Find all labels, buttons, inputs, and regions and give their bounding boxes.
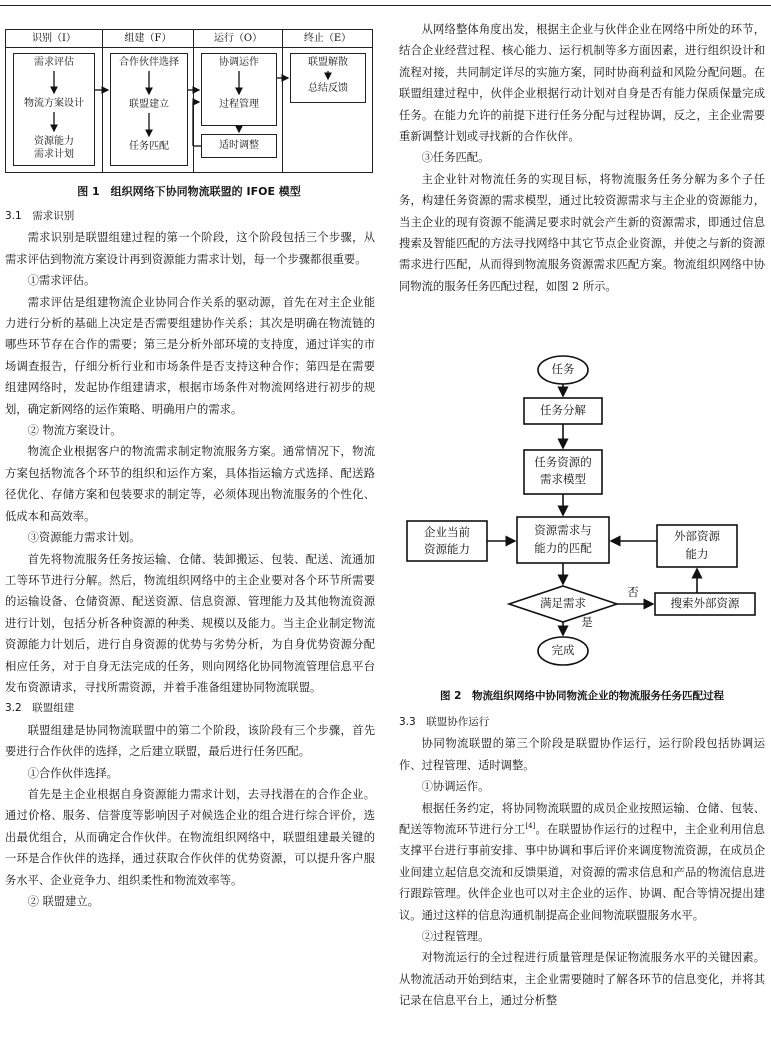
list-item: ③资源能力需求计划。	[27, 531, 141, 545]
citation: [4]	[525, 822, 536, 831]
figure-1-caption: 图 1 组织网络下协同物流联盟的 IFOE 模型	[77, 185, 301, 198]
paragraph: 首先是主企业根据自身资源能力需求计划，去寻找潜在的合作企业。通过价格、服务、信誉度等影响因子对候选企业的组合进行综合评价，选出最优组合，从而确定合作伙伴。在物流组织网络中，联盟组建最关键的一环是合作伙伴的选择，通过获取合作伙伴的优势资源，可以提升客户服务水平、企业竞争力、组织柔性和物流效率等。	[5, 787, 375, 887]
external-resource-line2: 能力	[685, 547, 709, 561]
list-item: ② 物流方案设计。	[27, 424, 122, 438]
list-item: ①需求评估。	[27, 274, 96, 288]
paragraph: 主企业针对物流任务的实现目标，将物流服务任务分解为多个子任务，构建任务资源的需求模型，通过比较资源需求与主企业的资源能力，当主企业的现有资源不能满足要求时就会产生新的资源需求，即通过信息搜索及智能匹配的方法寻找网络中其它节点企业资源，并使之与新的资源需求进行匹配，从而得到物流服务资源需求匹配方案。物流组织网络中协同物流的服务任务匹配过程，如图 2 所示。	[399, 172, 765, 293]
step-demand-assessment: 需求评估	[34, 57, 74, 68]
step-demand-plan: 需求计划	[34, 149, 74, 160]
column-header: 终止（E）	[283, 30, 372, 48]
figure-1-ifoe-model	[5, 29, 373, 173]
step-coordination: 协调运作	[219, 57, 259, 68]
section-3-3-heading: 3.3 联盟协作运行	[399, 716, 490, 728]
step-partner-selection: 合作伙伴选择	[119, 57, 179, 68]
figure-2-caption: 图 2 物流组织网络中协同物流企业的物流服务任务匹配过程	[440, 690, 724, 702]
step-process-management: 过程管理	[219, 99, 259, 110]
list-item: ② 联盟建立。	[27, 895, 99, 908]
match-node-line2: 能力的匹配	[534, 541, 592, 555]
paragraph: 对物流运行的全过程进行质量管理是保证物流服务水平的关键因素。从物流活动开始到结束，主企业需要随时了解各环节的信息变化，并将其记录在信息平台上，通过分析整	[399, 951, 765, 1008]
step-alliance-build: 联盟建立	[129, 99, 169, 110]
column-header: 识别（I）	[6, 30, 102, 48]
paragraph-part: 根据任务约定，将协同物流联盟的成员企业按照运输、仓储、包装、配送等物流环节进行分工	[399, 801, 765, 837]
match-node-line1: 资源需求与	[534, 523, 592, 537]
start-node: 任务	[551, 362, 575, 376]
search-node: 搜索外部资源	[670, 596, 740, 610]
end-node: 完成	[551, 643, 575, 657]
paragraph: 从网络整体角度出发，根据主企业与伙伴企业在网络中所处的环节，结合企业经营过程、核心能力、运行机制等多方面因素，进行组织设计和流程对接，共同制定详尽的实施方案，同时协商利益和风险分配问题。在联盟组建过程中，伙伴企业根据行动计划对自身是否有能力保质保量完成任务。在能力允许的前提下进行任务分配与过程协调，反之，主企业需要重新调整计划或寻找新的合作伙伴。	[399, 23, 765, 144]
paragraph: 联盟组建是协同物流联盟中的第二个阶段，该阶段有三个步骤，首先要进行合作伙伴的选择，之后建立联盟，最后进行任务匹配。	[5, 723, 375, 759]
own-resource-line2: 资源能力	[424, 542, 470, 556]
no-label: 否	[627, 585, 639, 599]
step-task-match: 任务匹配	[129, 141, 169, 152]
figure-1-arrows	[6, 30, 372, 172]
paragraph-part: 。在联盟协作运行的过程中，主企业利用信息支撑平台进行事前安排、事中协调和事后评价来调度物流资源，在成员企业间建立起信息交流和反馈渠道，对资源的需求信息和产品的物流信息进行跟踪管理。伙伴企业也可以对主企业的运作、协调、配合等情况提出建议。通过这样的信息沟通机制提高企业间物流联盟服务水平。	[399, 823, 765, 922]
list-item: ③任务匹配。	[421, 151, 490, 165]
step-timely-adjust: 适时调整	[219, 140, 259, 151]
paragraph: 首先将物流服务任务按运输、仓储、装卸搬运、包装、配送、流通加工等环节进行分解。然后，物流组织网络中的主企业要对各个环节所需要的运输设备、仓储资源、配送资源、信息资源、管理能力及其他物流资源进行计划，包括分析各种资源的种类、规模以及能力。当主企业制定物流资源能力计划后，进行自身资源的优势与劣势分析，为自身优势资源分配相应任务，对于自身无法完成的任务，则向网络化协同物流管理信息平台发布资源请求，寻找所需资源，并着手准备组建协同物流联盟。	[5, 552, 375, 694]
right-column-top	[399, 19, 765, 297]
paragraph: 需求评估是组建物流企业协同合作关系的驱动源，首先在对主企业能力进行分析的基础上决定是否需要组建协作关系；其次是明确在物流链的哪些环节存在合作的需要；第三是分析外部环境的支持度，通过详实的市场调查报告，仔细分析行业和市场条件是否支持这种合作；第四是在需要组建网络时，发起协作组建请求，根据市场条件对物流网络进行初步的规划，确定新网络的运作策略、明确用户的需求。	[5, 295, 375, 416]
model-node-line2: 需求模型	[540, 472, 586, 486]
list-item: ①协调运作。	[421, 780, 490, 794]
paragraph: 协同物流联盟的第三个阶段是联盟协作运行，运行阶段包括协调运作、过程管理、适时调整。	[399, 737, 765, 772]
paragraph: 物流企业根据客户的物流需求制定物流服务方案。通常情况下，物流方案包括物流各个环节的组织和运作方案，具体指运输方式选择、配送路径优化、存储方案和包装要求的制定等，必须体现出物流服务的个性化、低成本和高效率。	[5, 445, 375, 523]
step-resource-ability: 资源能力	[34, 136, 74, 147]
list-item: ②过程管理。	[421, 930, 490, 944]
section-3-2-heading: 3.2 联盟组建	[5, 702, 75, 715]
decompose-node: 任务分解	[540, 403, 586, 417]
list-item: ①合作伙伴选择。	[27, 766, 118, 780]
left-column	[5, 206, 375, 912]
external-resource-line1: 外部资源	[674, 529, 720, 543]
step-summary-feedback: 总结反馈	[308, 83, 348, 94]
section-3-1-heading: 3.1 需求识别	[5, 210, 75, 222]
decision-node: 满足需求	[540, 596, 586, 610]
step-logistics-plan: 物流方案设计	[24, 98, 84, 109]
paragraph: 需求识别是联盟组建过程的第一个阶段，这个阶段包括三个步骤，从需求评估到物流方案设计再到资源能力需求计划，每一个步骤都很重要。	[5, 231, 375, 266]
right-column-bottom	[399, 712, 765, 1012]
column-header: 组建（F）	[103, 30, 193, 48]
header-rule	[0, 0, 771, 6]
own-resource-line1: 企业当前	[424, 525, 470, 539]
model-node-line1: 任务资源的	[534, 455, 592, 469]
paragraph	[399, 798, 765, 926]
column-header: 运行（O）	[194, 30, 282, 48]
yes-label: 是	[581, 615, 593, 629]
figure-2-flowchart	[399, 350, 765, 675]
step-dissolve: 联盟解散	[308, 57, 348, 68]
